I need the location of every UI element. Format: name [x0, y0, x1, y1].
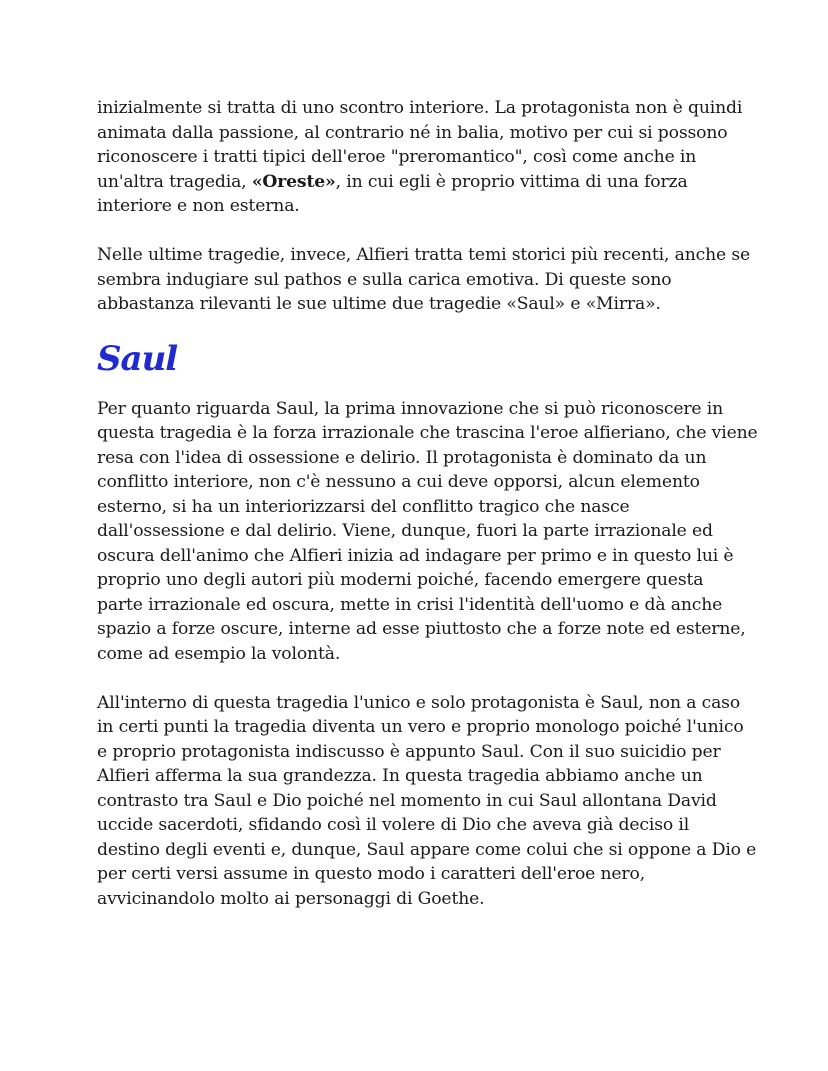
text-line: dall'ossessione e dal delirio. Viene, dunque, fuori la parte irrazionale ed — [97, 521, 713, 541]
text-segment: un'altra tragedia, — [97, 171, 252, 192]
section-paragraph-2 — [97, 691, 757, 912]
text-line — [97, 170, 747, 195]
text-line: uccide sacerdoti, sfidando così il volere di Dio che aveva già deciso il — [97, 815, 690, 835]
text-line: in certi punti la tragedia diventa un vero e proprio monologo poiché l'unico — [97, 717, 744, 737]
text-line: animata dalla passione, al contrario né in balia, motivo per cui si possono — [97, 122, 728, 143]
text-line: Nelle ultime tragedie, invece, Alfieri tratta temi storici più recenti, anche se — [97, 245, 751, 265]
text-line: parte irrazionale ed oscura, mette in crisi l'identità dell'uomo e dà anche — [97, 594, 723, 615]
text-line: contrasto tra Saul e Dio poiché nel momento in cui Saul allontana David — [97, 790, 717, 811]
text-segment: , in cui egli è proprio vittima di una forza — [335, 171, 688, 192]
text-line: destino degli eventi e, dunque, Saul appare come colui che si oppone a Dio e — [97, 839, 757, 860]
text-line: interiore e non esterna. — [97, 196, 300, 216]
text-line: Per quanto riguarda Saul, la prima innovazione che si può riconoscere in — [97, 398, 724, 419]
text-line: spazio a forze oscure, interne ad esse piuttosto che a forze note ed esterne, — [97, 619, 746, 639]
intro-paragraph-1 — [97, 96, 747, 219]
text-line: e proprio protagonista indiscusso è appunto Saul. Con il suo suicidio per — [97, 741, 721, 762]
text-line: come ad esempio la volontà. — [97, 643, 341, 664]
text-line: proprio uno degli autori più moderni poiché, facendo emergere questa — [97, 570, 704, 590]
text-line: inizialmente si tratta di uno scontro interiore. La protagonista non è quindi — [97, 98, 743, 118]
section-paragraph-1 — [97, 397, 758, 667]
intro-paragraph-2 — [97, 243, 751, 317]
text-line: riconoscere i tratti tipici dell'eroe "preromantico", così come anche in — [97, 147, 697, 167]
text-line: esterno, si ha un interiorizzarsi del conflitto tragico che nasce — [97, 496, 630, 517]
text-line: sembra indugiare sul pathos e sulla carica emotiva. Di queste sono — [97, 269, 672, 290]
section-heading: Saul — [97, 338, 178, 379]
bold-title-oreste: «Oreste» — [251, 171, 336, 192]
text-line: conflitto interiore, non c'è nessuno a cui deve opporsi, alcun elemento — [97, 472, 700, 492]
text-line: avvicinandolo molto ai personaggi di Goethe. — [97, 888, 485, 909]
text-line: Alfieri afferma la sua grandezza. In questa tragedia abbiamo anche un — [97, 766, 703, 786]
document-page — [97, 96, 758, 911]
text-line: resa con l'idea di ossessione e delirio. Il protagonista è dominato da un — [97, 447, 707, 468]
text-line: abbastanza rilevanti le sue ultime due tragedie «Saul» e «Mirra». — [97, 294, 661, 314]
text-line: questa tragedia è la forza irrazionale che trascina l'eroe alfieriano, che viene — [97, 423, 758, 443]
text-line: per certi versi assume in questo modo i caratteri dell'eroe nero, — [97, 864, 646, 884]
text-line: All'interno di questa tragedia l'unico e solo protagonista è Saul, non a caso — [97, 692, 741, 713]
text-line: oscura dell'animo che Alfieri inizia ad indagare per primo e in questo lui è — [97, 545, 734, 566]
